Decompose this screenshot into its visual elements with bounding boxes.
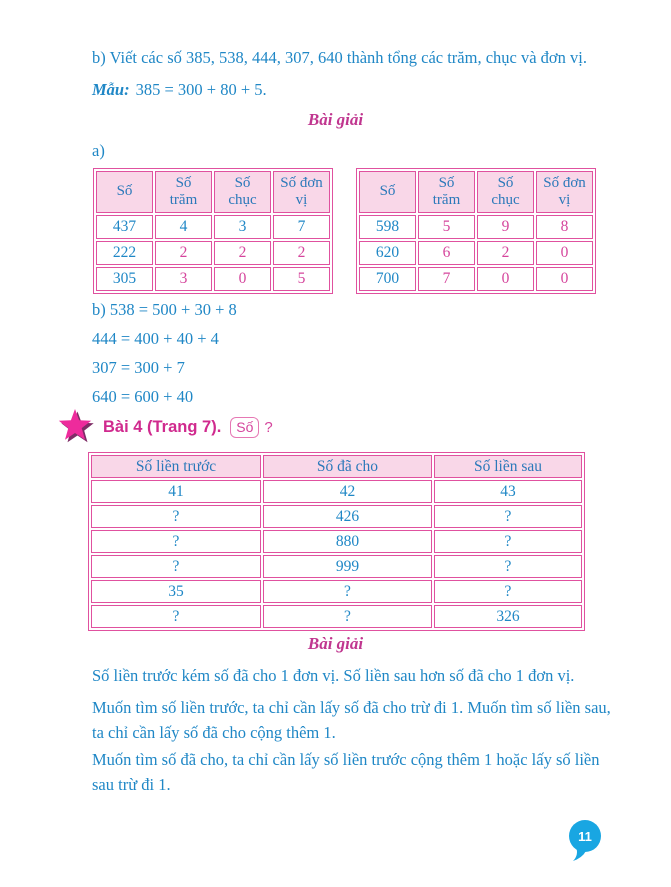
header-cell: Số đơn vị <box>273 171 330 213</box>
table-cell: 41 <box>91 480 261 503</box>
table-row <box>359 241 593 265</box>
solution-heading-2: Bài giải <box>307 634 364 653</box>
table-row <box>91 480 582 503</box>
exercise-title: Bài 4 (Trang 7). <box>103 417 222 436</box>
header-cell: Số chục <box>477 171 534 213</box>
table-row <box>91 530 582 553</box>
table-cell: 5 <box>418 215 475 239</box>
header-cell: Số đơn vị <box>536 171 593 213</box>
so-badge: Số <box>230 417 259 438</box>
neighbor-table <box>88 452 585 631</box>
table-cell: ? <box>263 580 432 603</box>
table-cell: 2 <box>155 241 212 265</box>
equation-line: 640 = 600 + 40 <box>92 387 194 406</box>
table-cell: 880 <box>263 530 432 553</box>
instruction-line: b) Viết các số 385, 538, 444, 307, 640 thành tổng các trăm, chục và đơn vị. <box>92 48 587 67</box>
table-cell: 42 <box>263 480 432 503</box>
star-icon <box>57 408 95 446</box>
equation-line: 444 = 400 + 40 + 4 <box>92 329 219 348</box>
table-row <box>91 605 582 628</box>
table-cell: 305 <box>96 267 153 291</box>
table-cell: ? <box>434 505 582 528</box>
part-a-label: a) <box>92 141 105 160</box>
table-cell: 0 <box>214 267 271 291</box>
table-cell: 7 <box>418 267 475 291</box>
table-cell: 3 <box>155 267 212 291</box>
table-cell: 6 <box>418 241 475 265</box>
table-cell: 426 <box>263 505 432 528</box>
header-cell: Số <box>96 171 153 213</box>
table-cell: 620 <box>359 241 416 265</box>
table-cell: 598 <box>359 215 416 239</box>
table-cell: ? <box>91 555 261 578</box>
equation-line: b) 538 = 500 + 30 + 8 <box>92 300 237 319</box>
table-cell: 8 <box>536 215 593 239</box>
page-number-bubble <box>566 819 606 870</box>
table-cell: 0 <box>536 267 593 291</box>
header-cell: Số liền sau <box>434 455 582 478</box>
table-cell: 4 <box>155 215 212 239</box>
equation-line: 307 = 300 + 7 <box>92 358 185 377</box>
table-cell: 999 <box>263 555 432 578</box>
table-cell: 35 <box>91 580 261 603</box>
header-cell: Số chục <box>214 171 271 213</box>
table-cell: 326 <box>434 605 582 628</box>
explanation-paragraph: Muốn tìm số liền trước, ta chỉ cần lấy số đã cho trừ đi 1. Muốn tìm số liền sau, ta chỉ cần lấy số đã cho cộng thêm 1. <box>92 698 611 742</box>
header-cell: Số liền trước <box>91 455 261 478</box>
table-row <box>96 215 330 239</box>
table-cell: ? <box>263 605 432 628</box>
table-cell: ? <box>434 580 582 603</box>
place-value-table-left <box>93 168 333 294</box>
table-cell: 9 <box>477 215 534 239</box>
table-row <box>96 267 330 291</box>
table-header-row <box>91 455 582 478</box>
exercise-4-header <box>57 408 273 446</box>
table-cell: 437 <box>96 215 153 239</box>
table-cell: ? <box>434 555 582 578</box>
table-header-row <box>96 171 330 213</box>
table-cell: 222 <box>96 241 153 265</box>
question-mark: ? <box>264 418 273 436</box>
table-cell: 2 <box>214 241 271 265</box>
header-cell: Số <box>359 171 416 213</box>
table-row <box>359 267 593 291</box>
example-line <box>92 80 267 100</box>
header-cell: Số trăm <box>418 171 475 213</box>
table-cell: ? <box>91 505 261 528</box>
example-value: 385 = 300 + 80 + 5. <box>135 80 267 99</box>
table-cell: 7 <box>273 215 330 239</box>
table-cell: ? <box>434 530 582 553</box>
solution-heading-1: Bài giải <box>307 110 364 129</box>
table-header-row <box>359 171 593 213</box>
table-cell: 5 <box>273 267 330 291</box>
table-row <box>91 555 582 578</box>
page-number: 11 <box>578 829 592 844</box>
header-cell: Số trăm <box>155 171 212 213</box>
table-row <box>91 580 582 603</box>
table-cell: 3 <box>214 215 271 239</box>
example-label: Mẫu: <box>92 80 130 99</box>
table-cell: ? <box>91 605 261 628</box>
table-cell: 700 <box>359 267 416 291</box>
table-cell: 2 <box>477 241 534 265</box>
table-cell: 43 <box>434 480 582 503</box>
explanation-paragraph: Muốn tìm số đã cho, ta chỉ cần lấy số liền trước cộng thêm 1 hoặc lấy số liền sau trừ đi 1. <box>92 750 600 794</box>
table-cell: 2 <box>273 241 330 265</box>
place-value-table-right <box>356 168 596 294</box>
table-cell: 0 <box>477 267 534 291</box>
table-row <box>359 215 593 239</box>
table-cell: 0 <box>536 241 593 265</box>
table-row <box>96 241 330 265</box>
table-row <box>91 505 582 528</box>
table-cell: ? <box>91 530 261 553</box>
header-cell: Số đã cho <box>263 455 432 478</box>
explanation-paragraph: Số liền trước kém số đã cho 1 đơn vị. Số liền sau hơn số đã cho 1 đơn vị. <box>92 666 575 685</box>
